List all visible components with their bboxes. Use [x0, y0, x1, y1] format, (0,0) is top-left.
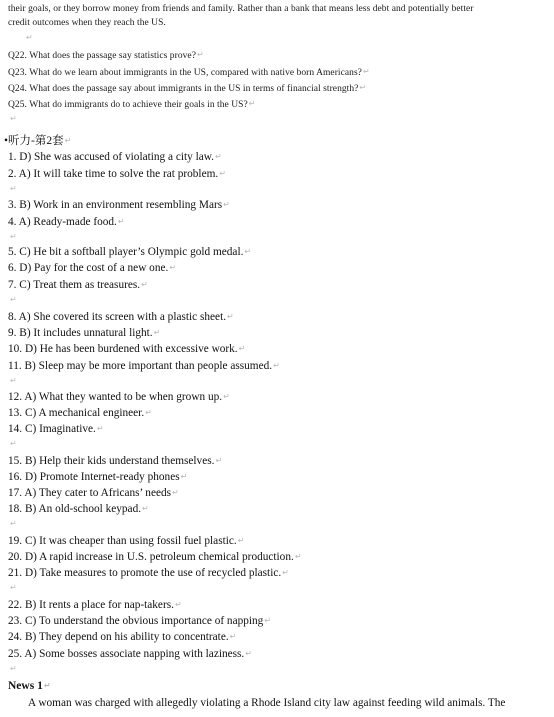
- return-mark-icon: ↵: [10, 519, 17, 528]
- return-mark-icon: ↵: [10, 232, 17, 241]
- text-line: [28, 697, 505, 709]
- line-text: 12. A) What they wanted to be when grown up.: [8, 391, 223, 403]
- text-line: [8, 99, 256, 110]
- line-text: 9. B) It includes unnatural light.: [8, 327, 153, 339]
- line-text: 8. A) She covered its screen with a plastic sheet.: [8, 311, 227, 323]
- return-mark-icon: ↵: [169, 263, 177, 272]
- line-text: Q22. What does the passage say statistics prove?: [8, 51, 196, 61]
- line-text: 3. B) Work in an environment resembling Mars: [8, 199, 223, 211]
- text-line: [8, 407, 152, 419]
- line-text: Q25. What do immigrants do to achieve their goals in the US?: [8, 100, 248, 110]
- text-line: [8, 631, 236, 643]
- line-text: A woman was charged with allegedly violating a Rhode Island city law against feeding wild animals. The: [28, 697, 506, 709]
- return-mark-icon: ↵: [215, 152, 222, 161]
- return-mark-icon: ↵: [64, 136, 72, 145]
- line-text: 16. D) Promote Internet-ready phones: [8, 471, 180, 483]
- text-line: [8, 599, 182, 611]
- line-text: 4. A) Ready-made food.: [8, 216, 117, 228]
- line-text: 25. A) Some bosses associate napping with laziness.: [8, 648, 245, 660]
- line-text: 11. B) Sleep may be more important than people assumed.: [8, 360, 273, 372]
- text-line: [4, 132, 71, 148]
- return-mark-icon: ↵: [215, 456, 223, 465]
- return-mark-icon: ↵: [96, 424, 104, 433]
- text-line: [8, 615, 271, 627]
- text-line: [8, 503, 149, 515]
- return-mark-icon: ↵: [264, 616, 272, 625]
- return-mark-icon: ↵: [294, 552, 302, 561]
- return-mark-icon: ↵: [153, 328, 161, 337]
- line-text: 7. C) Treat them as treasures.: [8, 279, 141, 291]
- line-text: 6. D) Pay for the cost of a new one.: [8, 262, 169, 274]
- text-line: [8, 487, 179, 499]
- return-mark-icon: ↵: [10, 184, 17, 193]
- line-text: 5. C) He bit a softball player’s Olympic gold medal.: [8, 246, 244, 258]
- text-line: [8, 535, 244, 547]
- line-text: credit outcomes when they reach the US.: [8, 18, 166, 28]
- line-text: 15. B) Help their kids understand themselves.: [8, 455, 215, 467]
- line-text: 21. D) Take measures to promote the use of recycled plastic.: [8, 567, 282, 579]
- return-mark-icon: ↵: [282, 568, 289, 577]
- return-mark-icon: ↵: [145, 408, 152, 417]
- line-text: 10. D) He has been burdened with excessive work.: [8, 343, 238, 355]
- return-mark-icon: ↵: [43, 681, 51, 690]
- return-mark-icon: ↵: [10, 439, 17, 448]
- line-text: 22. B) It rents a place for nap-takers.: [8, 599, 174, 611]
- return-mark-icon: ↵: [10, 664, 17, 673]
- line-text: 20. D) A rapid increase in U.S. petroleum chemical production.: [8, 551, 294, 563]
- return-mark-icon: ↵: [238, 344, 246, 353]
- return-mark-icon: ↵: [10, 295, 17, 304]
- line-text: 18. B) An old-school keypad.: [8, 503, 142, 515]
- return-mark-icon: ↵: [359, 83, 367, 92]
- text-line: [8, 216, 125, 228]
- return-mark-icon: ↵: [10, 376, 17, 385]
- return-mark-icon: ↵: [227, 312, 234, 321]
- text-line: [8, 151, 222, 163]
- text-line: [8, 360, 280, 372]
- return-mark-icon: ↵: [180, 472, 188, 481]
- return-mark-icon: ↵: [10, 583, 17, 592]
- return-mark-icon: ↵: [196, 50, 204, 59]
- line-text: Q23. What do we learn about immigrants in the US, compared with native born Americans?: [8, 68, 362, 78]
- line-text: •听力-第2套: [4, 135, 64, 147]
- line-text: 13. C) A mechanical engineer.: [8, 407, 145, 419]
- return-mark-icon: ↵: [26, 33, 33, 42]
- text-line: [8, 18, 166, 28]
- text-line: [8, 648, 252, 660]
- text-line: [8, 279, 148, 291]
- return-mark-icon: ↵: [223, 200, 230, 209]
- text-line: [8, 50, 204, 61]
- return-mark-icon: ↵: [237, 536, 245, 545]
- return-mark-icon: ↵: [172, 488, 179, 497]
- line-text: 23. C) To understand the obvious importance of napping: [8, 615, 264, 627]
- text-line: [8, 262, 176, 274]
- return-mark-icon: ↵: [229, 632, 237, 641]
- return-mark-icon: ↵: [10, 114, 17, 123]
- return-mark-icon: ↵: [248, 99, 256, 108]
- line-text: Q24. What does the passage say about immigrants in the US in terms of financial strength?: [8, 84, 359, 94]
- return-mark-icon: ↵: [142, 504, 149, 513]
- line-text: News 1: [8, 680, 43, 692]
- line-text: their goals, or they borrow money from friends and family. Rather than a bank that means less debt and potentially better: [8, 4, 474, 14]
- line-text: 17. A) They cater to Africans’ needs: [8, 487, 172, 499]
- text-line: [8, 423, 104, 435]
- return-mark-icon: ↵: [141, 280, 148, 289]
- text-line: [8, 343, 245, 355]
- text-line: [8, 327, 160, 339]
- return-mark-icon: ↵: [273, 361, 280, 370]
- return-mark-icon: ↵: [219, 169, 226, 178]
- text-line: [8, 551, 302, 563]
- text-line: [8, 246, 251, 258]
- text-line: [8, 199, 230, 211]
- text-line: [8, 391, 230, 403]
- line-text: 2. A) It will take time to solve the rat problem.: [8, 168, 219, 180]
- text-line: [8, 4, 474, 14]
- text-line: [8, 83, 366, 94]
- text-line: [8, 67, 370, 78]
- line-text: 14. C) Imaginative.: [8, 423, 96, 435]
- text-line: [8, 680, 51, 692]
- return-mark-icon: ↵: [174, 600, 182, 609]
- text-line: [8, 471, 187, 483]
- return-mark-icon: ↵: [244, 247, 252, 256]
- line-text: 1. D) She was accused of violating a city law.: [8, 151, 215, 163]
- line-text: 24. B) They depend on his ability to concentrate.: [8, 631, 229, 643]
- line-text: 19. C) It was cheaper than using fossil fuel plastic.: [8, 535, 237, 547]
- return-mark-icon: ↵: [223, 392, 230, 401]
- return-mark-icon: ↵: [117, 217, 125, 226]
- text-line: [8, 455, 222, 467]
- return-mark-icon: ↵: [362, 67, 370, 76]
- text-line: [8, 567, 289, 579]
- text-line: [8, 168, 226, 180]
- return-mark-icon: ↵: [245, 649, 252, 658]
- text-line: [8, 311, 234, 323]
